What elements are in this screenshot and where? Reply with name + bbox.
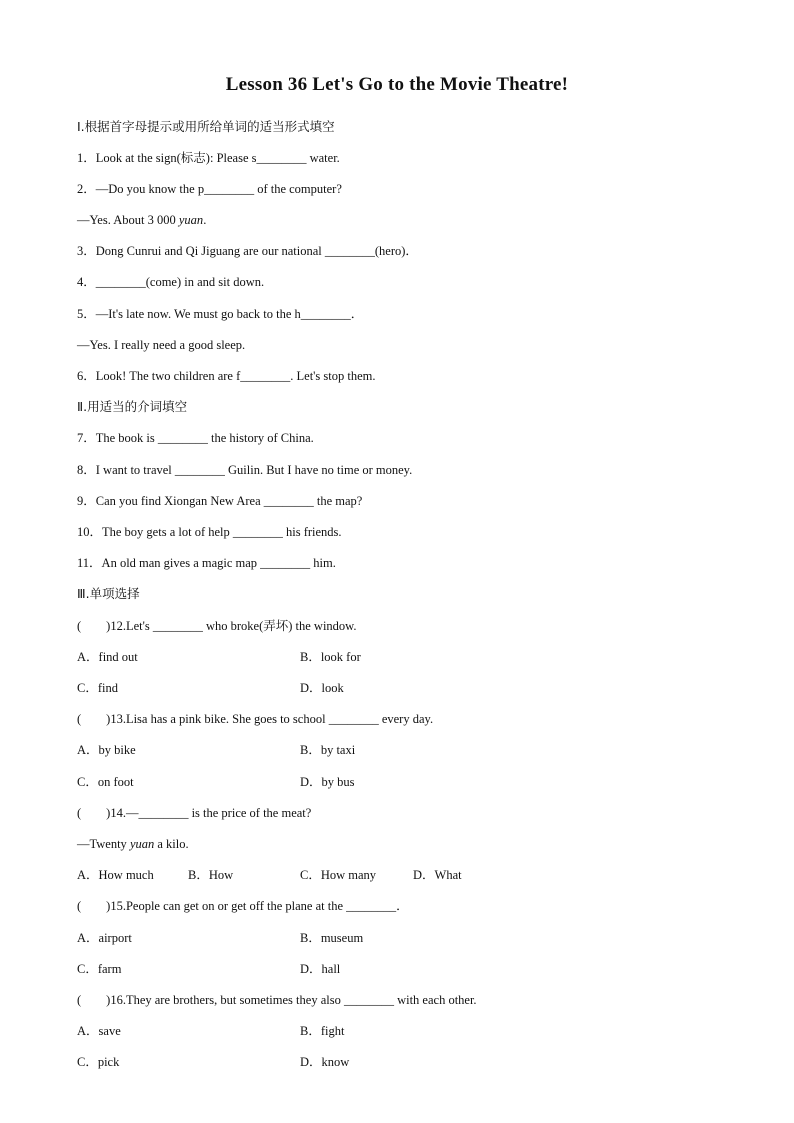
question-14-reply bbox=[77, 836, 189, 852]
question-13-stem: ( )13.Lisa has a pink bike. She goes to school ________ every day. bbox=[77, 712, 434, 726]
q12-option-a: A．find out bbox=[77, 650, 138, 664]
question-5: 5．—It's late now. We must go back to the h________． bbox=[77, 307, 364, 321]
q15-option-a: A．airport bbox=[77, 931, 132, 945]
question-9: 9．Can you find Xiongan New Area ________ the map? bbox=[77, 494, 363, 508]
q14-option-b: B．How bbox=[188, 868, 234, 882]
reply-italic-word: yuan bbox=[178, 213, 204, 227]
q14-option-a: A．How much bbox=[77, 868, 154, 882]
q14-option-c: C．How many bbox=[300, 868, 377, 882]
q13-option-b: B．by taxi bbox=[300, 743, 356, 757]
q12-option-b: B．look for bbox=[300, 650, 361, 664]
q16-option-b: B．fight bbox=[300, 1024, 345, 1038]
section-2-heading: Ⅱ.用适当的介词填空 bbox=[77, 399, 188, 414]
question-6: 6．Look! The two children are f________. Let's stop them. bbox=[77, 369, 376, 383]
question-8: 8．I want to travel ________ Guilin. But I have no time or money. bbox=[77, 463, 413, 477]
q12-option-d: D．look bbox=[300, 681, 344, 695]
q14-reply-start: —Twenty bbox=[77, 837, 130, 851]
question-2: 2．—Do you know the p________ of the computer? bbox=[77, 182, 342, 196]
q13-option-c: C．on foot bbox=[77, 775, 134, 789]
q16-option-d: D．know bbox=[300, 1055, 350, 1069]
q16-option-a: A．save bbox=[77, 1024, 121, 1038]
question-15-stem: ( )15.People can get on or get off the plane at the ________． bbox=[77, 899, 409, 913]
q13-option-d: D．by bus bbox=[300, 775, 355, 789]
section-3-heading: Ⅲ.单项选择 bbox=[77, 586, 140, 601]
section-1-heading: Ⅰ.根据首字母提示或用所给单词的适当形式填空 bbox=[77, 119, 335, 134]
q14-reply-end: a kilo. bbox=[154, 837, 189, 851]
question-2-reply bbox=[77, 212, 206, 228]
question-10: 10．The boy gets a lot of help ________ his friends. bbox=[77, 525, 342, 539]
q12-option-c: C．find bbox=[77, 681, 118, 695]
question-12-stem: ( )12.Let's ________ who broke(弄坏) the window. bbox=[77, 619, 357, 633]
question-5-reply: —Yes. I really need a good sleep. bbox=[77, 338, 246, 352]
q14-option-d: D．What bbox=[413, 868, 462, 882]
question-1: 1．Look at the sign(标志): Please s________ water. bbox=[77, 151, 340, 165]
q15-option-b: B．museum bbox=[300, 931, 364, 945]
question-7: 7．The book is ________ the history of China. bbox=[77, 431, 314, 445]
q13-option-a: A．by bike bbox=[77, 743, 136, 757]
q15-option-c: C．farm bbox=[77, 962, 122, 976]
page-title: Lesson 36 Let's Go to the Movie Theatre! bbox=[225, 74, 569, 95]
q16-option-c: C．pick bbox=[77, 1055, 120, 1069]
q15-option-d: D．hall bbox=[300, 962, 341, 976]
reply-text: —Yes. About 3 000 bbox=[77, 213, 179, 227]
question-3: 3．Dong Cunrui and Qi Jiguang are our national ________(hero)． bbox=[77, 244, 418, 258]
reply-end: . bbox=[203, 213, 207, 227]
question-11: 11．An old man gives a magic map ________ him. bbox=[77, 556, 336, 570]
question-16-stem: ( )16.They are brothers, but sometimes they also ________ with each other. bbox=[77, 993, 477, 1007]
q14-reply-italic: yuan bbox=[129, 837, 155, 851]
question-14-stem: ( )14.—________ is the price of the meat? bbox=[77, 806, 312, 820]
question-4: 4．________(come) in and sit down. bbox=[77, 275, 265, 289]
